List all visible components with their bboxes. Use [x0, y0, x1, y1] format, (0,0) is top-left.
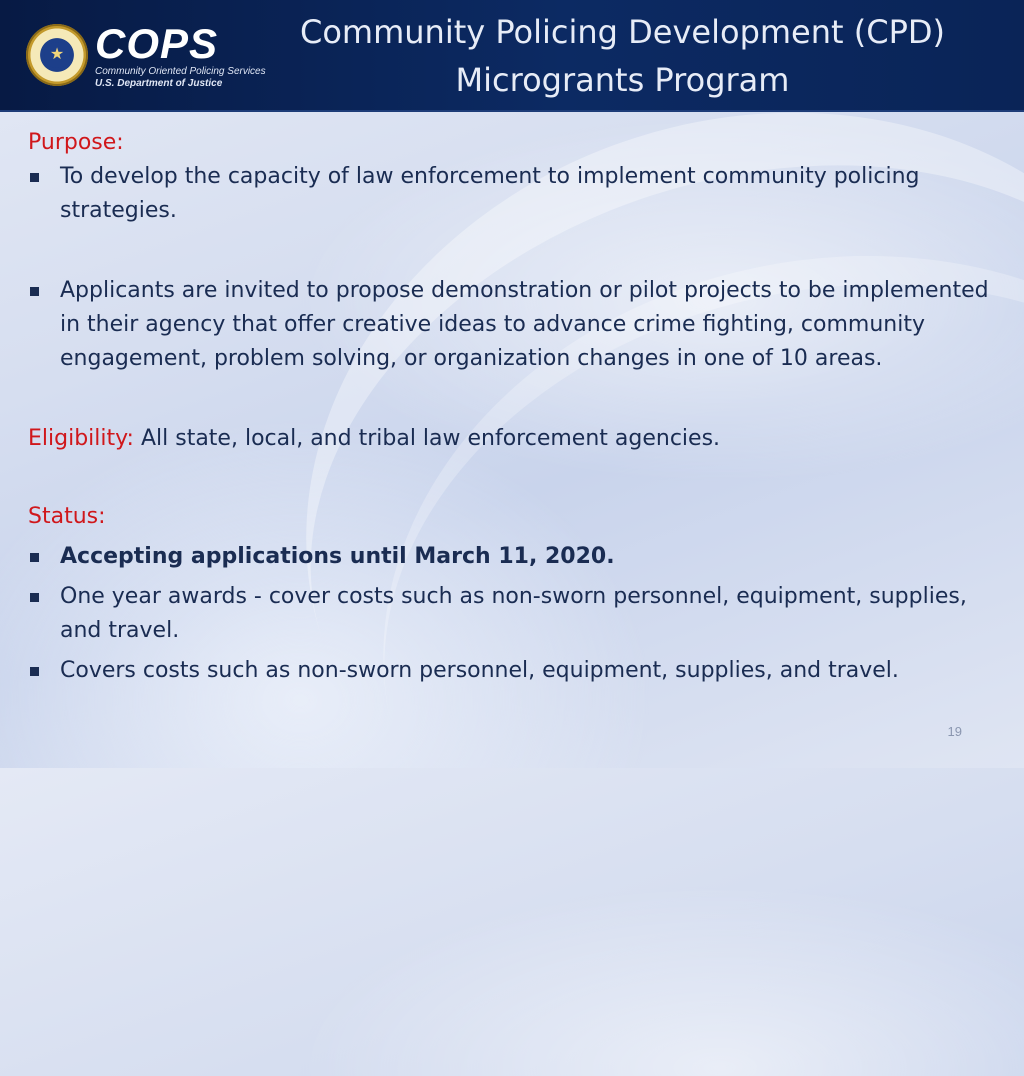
slide-title-line-1: Community Policing Development (CPD) — [300, 13, 945, 51]
eligibility-line — [28, 422, 998, 456]
square-bullet-icon — [30, 553, 39, 562]
square-bullet-icon — [30, 593, 39, 602]
square-bullet-icon — [30, 287, 39, 296]
slide-body — [28, 126, 998, 688]
doj-seal-icon — [26, 24, 88, 86]
purpose-label: Purpose: — [28, 130, 124, 155]
cops-logo: COPS — [95, 20, 219, 67]
status-item-1: Accepting applications until March 11, 2020. — [60, 544, 615, 569]
cops-logo-department: U.S. Department of Justice — [95, 78, 223, 89]
status-label: Status: — [28, 504, 106, 529]
list-item — [28, 274, 998, 376]
list-item — [28, 160, 998, 228]
square-bullet-icon — [30, 667, 39, 676]
spacer — [28, 228, 998, 274]
purpose-list — [28, 160, 998, 376]
purpose-item-1: To develop the capacity of law enforcement to implement community policing strategies. — [60, 164, 920, 223]
list-item — [28, 654, 998, 688]
slide-title-line-2: Microgrants Program — [455, 61, 790, 99]
status-item-3: Covers costs such as non-sworn personnel, equipment, supplies, and travel. — [60, 658, 899, 683]
eligibility-text: All state, local, and tribal law enforcement agencies. — [140, 426, 721, 451]
spacer — [28, 456, 998, 500]
slide-title — [270, 8, 975, 104]
slide-header — [0, 0, 1024, 112]
list-item — [28, 580, 998, 648]
eagle-icon: ★ — [44, 42, 70, 68]
square-bullet-icon — [30, 173, 39, 182]
purpose-item-2: Applicants are invited to propose demonstration or pilot projects to be implemented in their agency that offer creative ideas to advance crime fighting, community engagement, problem solving, or organization changes in one of 10 areas. — [60, 278, 989, 371]
cops-logo-subtitle: Community Oriented Policing Services — [95, 66, 266, 77]
list-item — [28, 540, 998, 574]
status-item-2: One year awards - cover costs such as non-sworn personnel, equipment, supplies, and travel. — [60, 584, 967, 643]
page-number: 19 — [947, 724, 962, 739]
spacer — [28, 376, 998, 422]
eligibility-label: Eligibility: — [28, 426, 134, 451]
status-list — [28, 540, 998, 688]
